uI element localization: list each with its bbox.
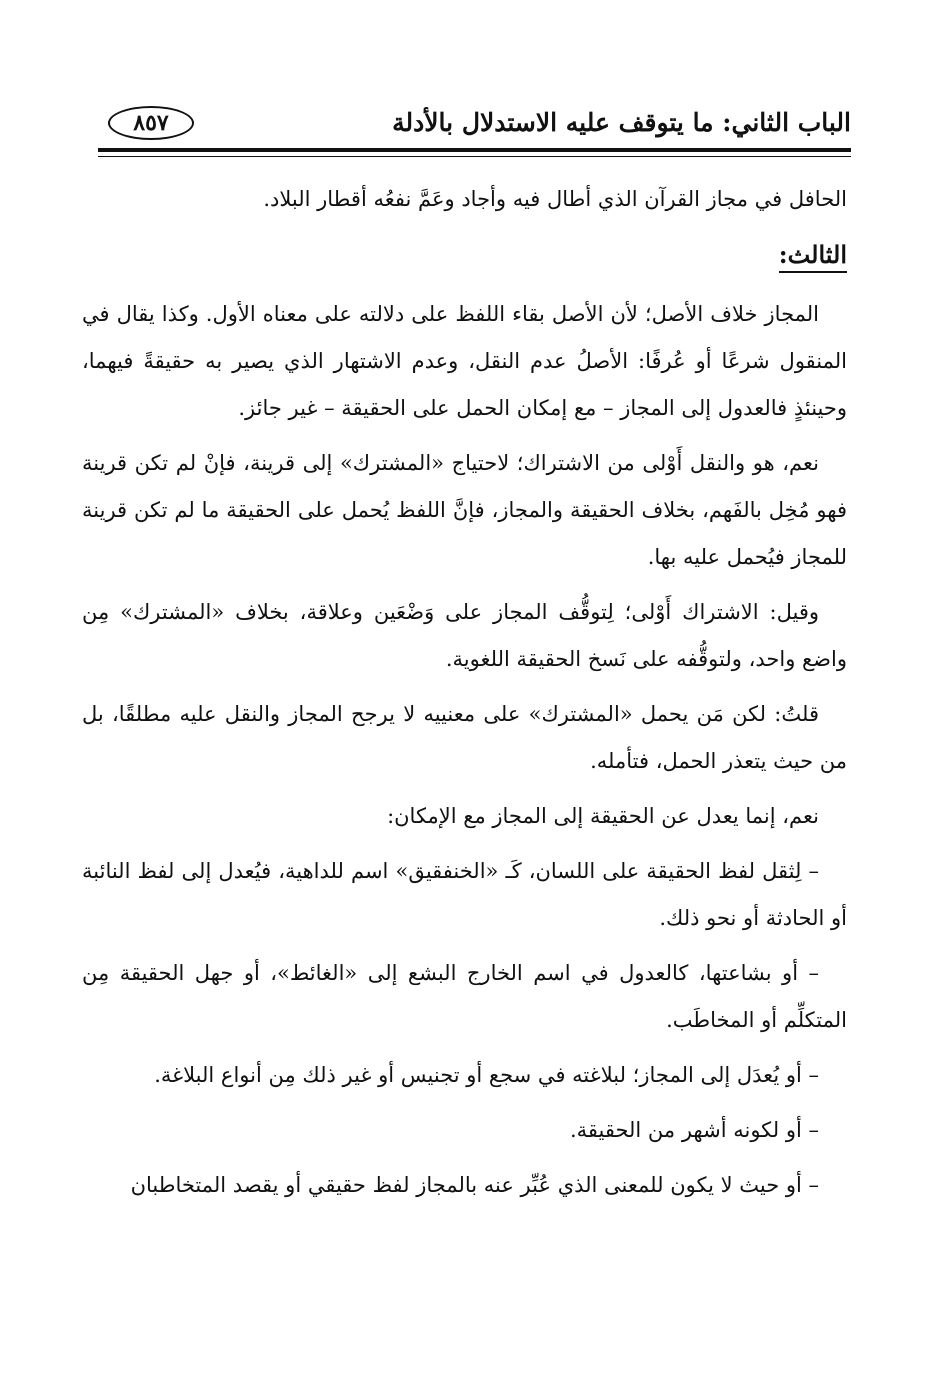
header-rule-thin (98, 156, 851, 157)
page-number-badge: ٨٥٧ (108, 106, 194, 140)
page-body (82, 176, 847, 1217)
list-item: – أو يُعدَل إلى المجاز؛ لبلاغته في سجع أو تجنيس أو غير ذلك مِن أنواع البلاغة. (154, 1063, 819, 1087)
chapter-title: الباب الثاني: ما يتوقف عليه الاستدلال بالأدلة (392, 108, 851, 137)
page-header (98, 100, 851, 148)
paragraph: وقيل: الاشتراك أَوْلى؛ لِتوقُّف المجاز على وَضْعَين وعلاقة، بخلاف «المشترك» مِن واضع واحد، ولتوقُّفه على نَسخ الحقيقة اللغوية. (82, 600, 847, 671)
opening-line: الحافل في مجاز القرآن الذي أطال فيه وأجاد وعَمَّ نفعُه أقطار البلاد. (263, 187, 847, 211)
list-item: – لِثقل لفظ الحقيقة على اللسان، كَـ «الخنفقيق» اسم للداهية، فيُعدل إلى لفظ النائبة أو الحادثة أو نحو ذلك. (82, 859, 847, 930)
list-item: – أو بشاعتها، كالعدول في اسم الخارج البشع إلى «الغائط»، أو جهل الحقيقة مِن المتكلِّم أو المخاطَب. (82, 961, 847, 1032)
paragraph: المجاز خلاف الأصل؛ لأن الأصل بقاء اللفظ على دلالته على معناه الأول. وكذا يقال في المنقول شرعًا أو عُرفًا: الأصلُ عدم النقل، وعدم الاشتهار الذي يصير به حقيقةً فيهما، وحينئذٍ فالعدول إلى المجاز – مع إمكان الحمل على الحقيقة – غير جائز. (82, 302, 847, 420)
paragraph: قلتُ: لكن مَن يحمل «المشترك» على معنييه لا يرجح المجاز والنقل عليه مطلقًا، بل من حيث يتعذر الحمل، فتأمله. (82, 702, 847, 773)
section-heading (82, 231, 847, 279)
paragraph: نعم، إنما يعدل عن الحقيقة إلى المجاز مع الإمكان: (387, 804, 819, 828)
paragraph: نعم، هو والنقل أَوْلى من الاشتراك؛ لاحتياج «المشترك» إلى قرينة، فإنْ لم تكن قرينة فهو مُخِل بالفَهم، بخلاف الحقيقة والمجاز، فإنَّ اللفظ يُحمل على الحقيقة ما لم تكن قرينة للمجاز فيُحمل عليه بها. (82, 451, 847, 569)
section-heading-text: الثالث: (779, 240, 847, 273)
header-rule-thick (98, 148, 851, 152)
list-item: – أو حيث لا يكون للمعنى الذي عُبِّر عنه بالمجاز لفظ حقيقي أو يقصد المتخاطبان (130, 1173, 819, 1197)
list-item: – أو لكونه أشهر من الحقيقة. (569, 1118, 819, 1142)
